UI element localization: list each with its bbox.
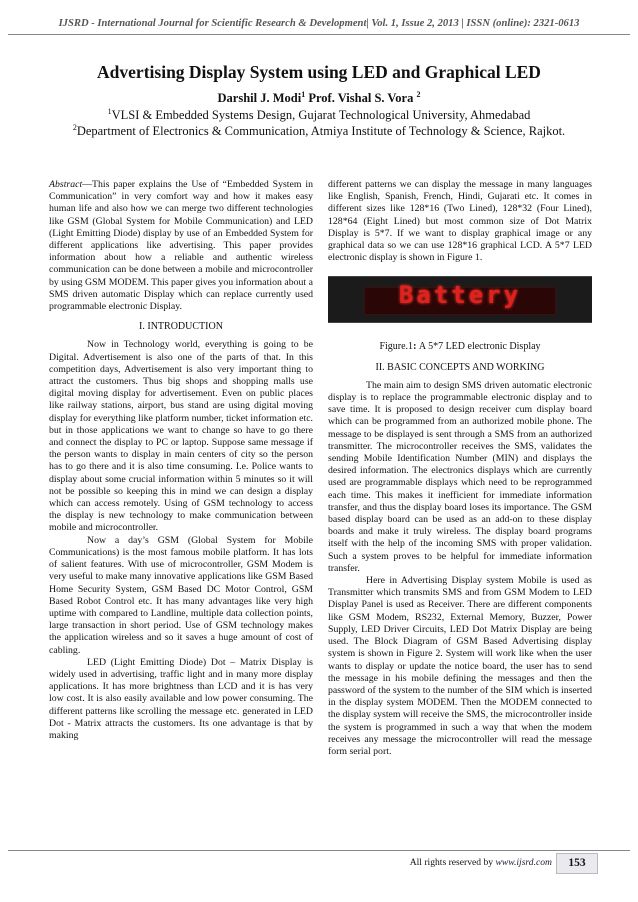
affiliation-2-text: Department of Electronics & Communication, Atmiya Institute of Technology & Science, Rajkot. bbox=[76, 124, 566, 139]
right-column bbox=[328, 179, 592, 758]
footer-rights: All rights reserved by bbox=[409, 857, 496, 868]
led-screen bbox=[364, 281, 556, 315]
header-rule bbox=[8, 34, 630, 35]
working-paragraph-2: Here in Advertising Display system Mobile is used as Transmitter which transmits SMS and from GSM Modem to LED Display Panel is used as Receiver. There are different components like GSM Modem, RS232, External Memory, Buzzer, Power Supply, LED Driver Circuits, LED Dot Matrix Display are being used. The Block Diagram of GSM Based Advertising display system is shown in Figure 2. System will work like when the user wants to display or update the notice board, the user has to send the message in his mobile defining the messages and then the password of the system to the number of the SIM which is inserted in the display system MODEM. Then the MODEM connected to the display system will receive the SMS, the microcontroller inside the system is programmed in such a way that when the modem receives any message the microcontroller will read the message form serial port. bbox=[328, 575, 592, 757]
author-2-sup: 2 bbox=[416, 90, 421, 99]
abstract-text: —This paper explains the Use of “Embedded System in Communication” in very comfort way and how it makes easy human life and also how we can merge two different technologies like GSM (Global System for Mobile Communication) and LED (Light Emitting Diode) display by use of an Embedded System for different applications like advertising. This paper provides information about how a reliable and authentic wireless communication can be done between a mobile and microcontroller by using GSM MODEM. This paper gives you information about a SMS driven automatic Display which can replace currently used programmable electronic Display. bbox=[49, 179, 313, 313]
caption-text: A 5*7 LED electronic Display bbox=[418, 341, 541, 353]
journal-header: IJSRD - International Journal for Scientific Research & Development| Vol. 1, Issue 2, 2013 | ISSN (online): 2321-0613 bbox=[58, 18, 580, 29]
footer-link[interactable]: www.ijsrd.com bbox=[495, 857, 552, 868]
footer-text bbox=[410, 857, 552, 868]
intro-paragraph-1: Now in Technology world, everything is going to be Digital. Advertisement is also one of the parts of that. In this competition days, Advertisement is also very important thing to attract the customers. Thus big shops and shopping malls use digital moving display for advertisement. Even on public places like railway stations, airport, bus stand are using digital moving display for everything like platform number, ticket information etc. but in those applications we want to change so have to go there and connect the display to PC or laptop. Suppose same message if the person wants to display in main centers of city so the person has to go there and it is also time consuming. I.e. Police wants to display about some crucial information within 5 minutes so it will not be possible so keeping this in mind we can design a display which can access remotely. Using of GSM technology to access the display is new technology to make communication between mobile and microcontroller. bbox=[49, 339, 313, 534]
section-2-heading: II. BASIC CONCEPTS AND WORKING bbox=[375, 361, 545, 373]
led-message: Battery bbox=[398, 281, 522, 310]
intro-paragraph-2: Now a day’s GSM (Global System for Mobile Communications) is the most famous mobile platform. It has lots of salient features. With use of microcontroller, GSM Modem is very useful to make many innovative applications like GSM Based Home Security System, GSM Based DC Motor Control, GSM Based Robot Control etc. It has many advantages like very high uptime with compared to Landline, multiple data collection points, large transaction in short period. Use of GSM technology makes the application wireless and so it saves a huge amount of cost of cabling. bbox=[49, 534, 313, 656]
figure-1-caption bbox=[328, 341, 592, 353]
affiliation-2-sup: 2 bbox=[72, 123, 77, 132]
page-number: 153 bbox=[556, 853, 598, 874]
intro-continuation: different patterns we can display the message in many languages like English, Spanish, French, Hindi, Gujarati etc. It comes in different sizes like 128*16 (Two Lined), 128*32 (Four Lined), 128*64 (Eight Lined) but most common size of Dot Matrix Display is 5*7. If we want to display graphical image or any graphical data so we can use 128*16 graphical LCD. A 5*7 LED electronic display is shown in Figure 1. bbox=[328, 179, 592, 264]
author-line bbox=[0, 90, 638, 106]
paper-title: Advertising Display System using LED and Graphical LED bbox=[97, 62, 541, 82]
figure-1-led-display bbox=[328, 276, 592, 323]
affiliation-2 bbox=[0, 123, 638, 139]
author-2: Prof. Vishal S. Vora bbox=[308, 91, 414, 106]
abstract bbox=[49, 179, 313, 313]
caption-separator: : bbox=[413, 341, 419, 353]
intro-paragraph-3: LED (Light Emitting Diode) Dot – Matrix Display is widely used in advertising, traffic light and in many more display applications. It has more brightness than LCD and it is has very low cost. It is also easily available and low power consuming. The different patterns like scrolling the message etc. generated in LED Dot - Matrix attracts the customers. Its one advantage is that by making bbox=[49, 656, 313, 741]
author-1: Darshil J. Modi bbox=[217, 91, 302, 106]
working-paragraph-1: The main aim to design SMS driven automatic electronic display is to replace the programmable electronic display and to save time. It is proposed to design receiver cum display board which can be programmed from an authorized mobile phone. The message to be displayed is sent through a SMS from an authorized transmitter. The microcontroller receives the SMS, validates the sending Mobile Identification Number (MIN) and displays the desired information. The electronics displays which are currently used are programmable displays which need to be reprogrammed each time. This makes it inefficient for immediate information transfer, and thus the display board loses its importance. The GSM based display board can be used as an add-on to these display boards and make it truly wireless. The display board programs itself with the help of the incoming SMS with proper validation. Such a system proves to be helpful for immediate information transfer. bbox=[328, 379, 592, 574]
section-1-heading: I. INTRODUCTION bbox=[139, 321, 223, 333]
left-column bbox=[49, 179, 313, 742]
author-1-sup: 1 bbox=[301, 90, 306, 99]
abstract-label: Abstract bbox=[49, 179, 83, 190]
caption-label: Figure.1 bbox=[379, 341, 414, 353]
affiliation-1 bbox=[0, 107, 638, 123]
affiliation-1-sup: 1 bbox=[107, 107, 112, 116]
footer-rule bbox=[8, 850, 630, 851]
affiliation-1-text: VLSI & Embedded Systems Design, Gujarat Technological University, Ahmedabad bbox=[111, 108, 531, 123]
